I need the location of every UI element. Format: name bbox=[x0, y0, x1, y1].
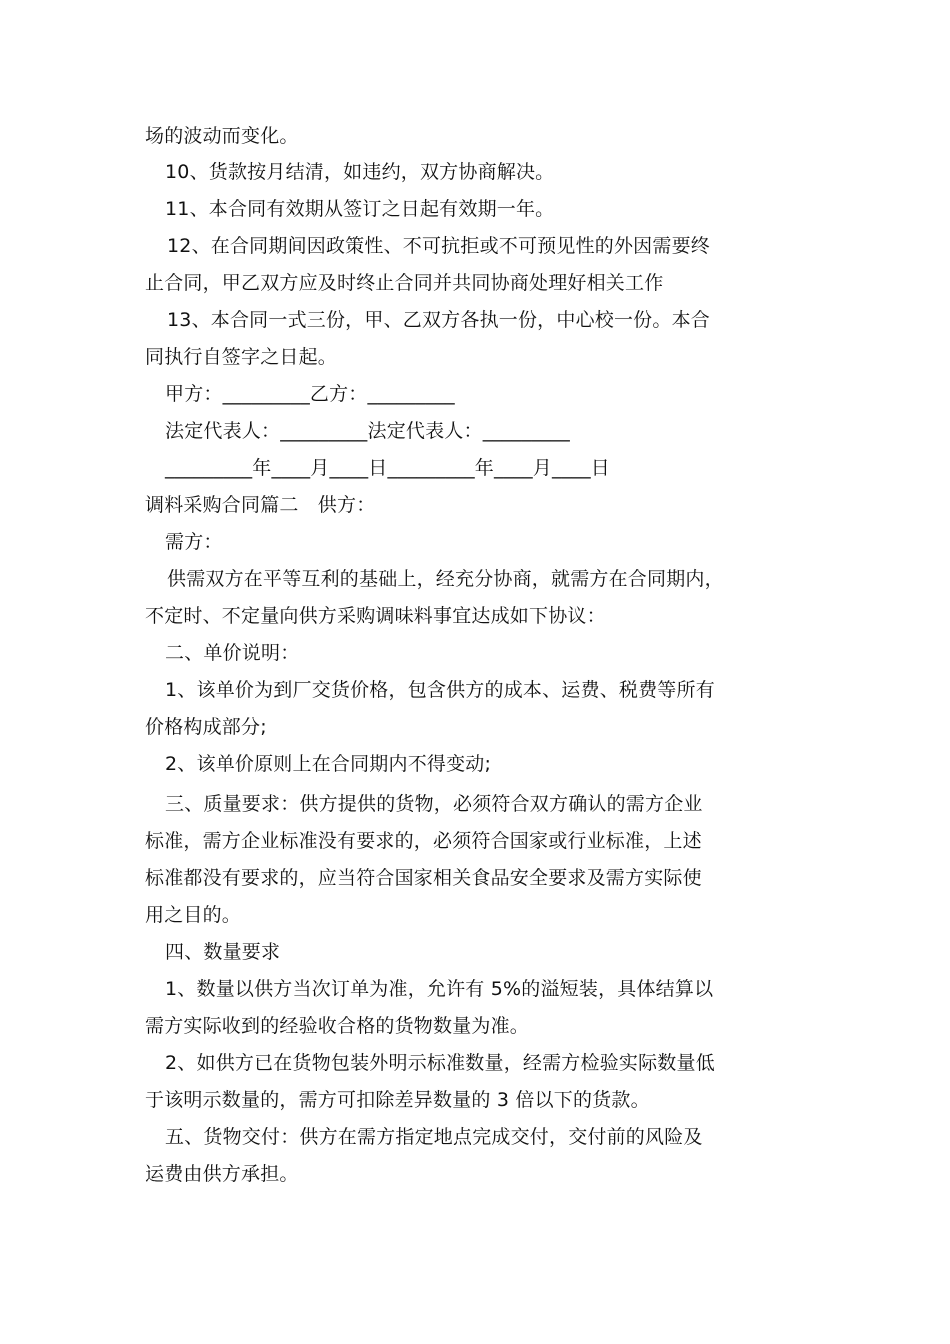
text-line: 运费由供方承担。 bbox=[145, 1163, 299, 1185]
text-line: 需方实际收到的经验收合格的货物数量为准。 bbox=[145, 1015, 530, 1037]
text-line: 2、该单价原则上在合同期内不得变动; bbox=[165, 753, 492, 775]
text-line: 需方： bbox=[165, 531, 223, 553]
text-line: 1、该单价为到厂交货价格，包含供方的成本、运费、税费等所有 bbox=[165, 679, 715, 701]
text-line: 12、在合同期间因政策性、不可抗拒或不可预见性的外因需要终 bbox=[167, 235, 710, 257]
signature-line-dates: _________年____月____日_________年____月____日 bbox=[165, 457, 611, 479]
text-line: 同执行自签字之日起。 bbox=[145, 346, 338, 368]
text-line: 四、数量要求 bbox=[165, 941, 281, 963]
text-line: 场的波动而变化。 bbox=[145, 125, 299, 147]
signature-line-representatives: 法定代表人：_________法定代表人：_________ bbox=[165, 420, 571, 442]
text-line: 五、货物交付：供方在需方指定地点完成交付，交付前的风险及 bbox=[165, 1126, 703, 1148]
text-line: 2、如供方已在货物包装外明示标准数量，经需方检验实际数量低 bbox=[165, 1052, 715, 1074]
text-line: 二、单价说明： bbox=[165, 642, 300, 664]
text-line: 不定时、不定量向供方采购调味料事宜达成如下协议： bbox=[145, 605, 606, 627]
text-line: 用之目的。 bbox=[145, 904, 242, 926]
text-line: 标准都没有要求的，应当符合国家相关食品安全要求及需方实际使 bbox=[145, 867, 702, 889]
text-line: 13、本合同一式三份，甲、乙双方各执一份，中心校一份。本合 bbox=[167, 309, 710, 331]
text-line: 供需双方在平等互利的基础上，经充分协商，就需方在合同期内， bbox=[167, 568, 724, 590]
text-line: 于该明示数量的，需方可扣除差异数量的 3 倍以下的货款。 bbox=[145, 1089, 650, 1111]
text-line: 10、货款按月结清，如违约，双方协商解决。 bbox=[165, 161, 555, 183]
text-line: 标准，需方企业标准没有要求的，必须符合国家或行业标准，上述 bbox=[145, 830, 702, 852]
section-heading: 调料采购合同篇二 供方： bbox=[145, 494, 376, 516]
text-line: 三、质量要求：供方提供的货物，必须符合双方确认的需方企业 bbox=[165, 793, 703, 815]
text-line: 价格构成部分; bbox=[145, 716, 267, 738]
signature-line-parties: 甲方：_________乙方：_________ bbox=[165, 383, 455, 405]
text-line: 止合同，甲乙双方应及时终止合同并共同协商处理好相关工作 bbox=[145, 272, 664, 294]
text-line: 1、数量以供方当次订单为准，允许有 5%的溢短装，具体结算以 bbox=[165, 978, 714, 1000]
text-line: 11、本合同有效期从签订之日起有效期一年。 bbox=[165, 198, 555, 220]
